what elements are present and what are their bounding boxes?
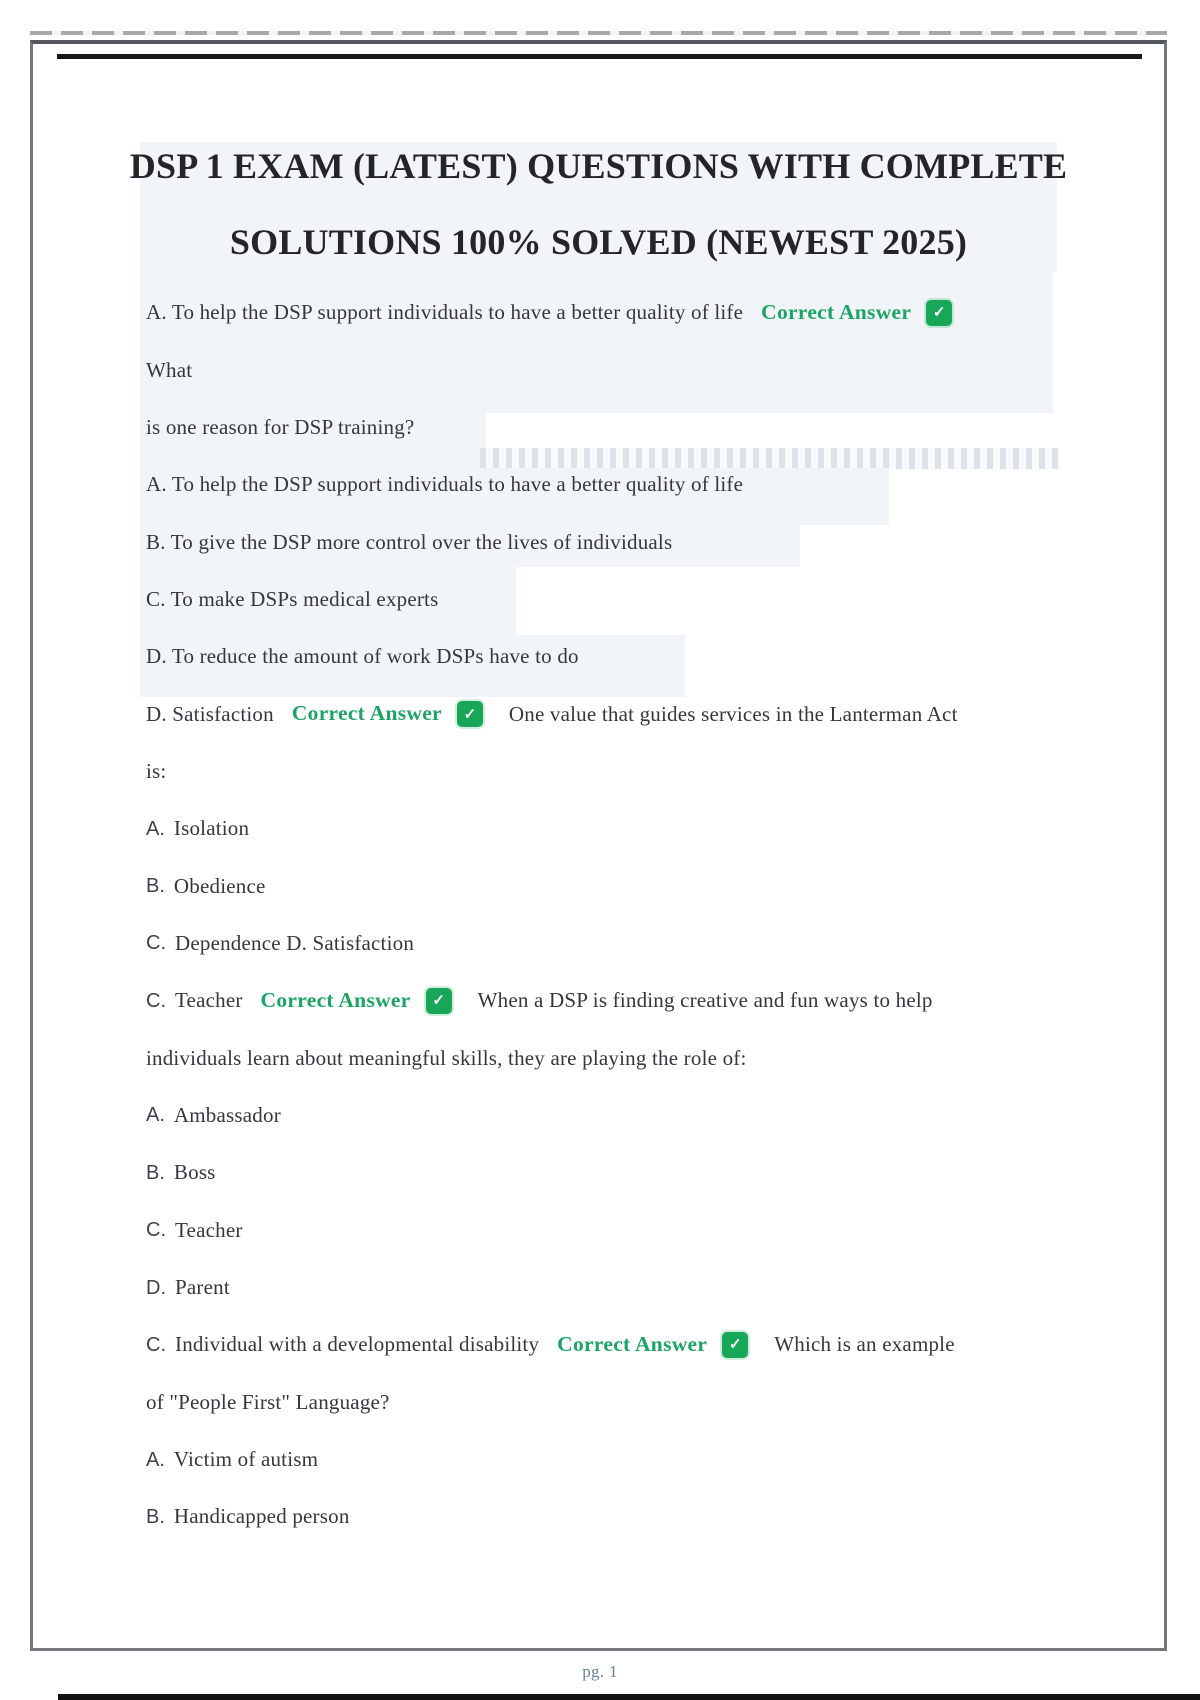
exam-line	[146, 513, 958, 570]
option-letter: B.	[146, 1161, 165, 1184]
check-glyph: ✓	[432, 992, 445, 1010]
exam-line	[146, 915, 958, 972]
line-text: Isolation	[173, 816, 250, 841]
exam-line	[146, 284, 958, 341]
line-text: is:	[146, 758, 167, 783]
line-text: Individual with a developmental disability	[175, 1332, 540, 1357]
line-text: Dependence D. Satisfaction	[175, 930, 415, 955]
correct-answer-label: Correct Answer	[260, 988, 411, 1013]
line-text: C. To make DSPs medical experts	[146, 586, 439, 611]
line-text: Handicapped person	[173, 1504, 350, 1529]
option-letter: C.	[146, 1333, 166, 1356]
option-letter: A.	[146, 1104, 165, 1127]
document-title-line-1: DSP 1 EXAM (LATEST) QUESTIONS WITH COMPLETE	[129, 146, 1068, 186]
line-text: Teacher	[175, 988, 243, 1013]
exam-line	[146, 1202, 958, 1259]
correct-answer-label: Correct Answer	[291, 701, 442, 726]
line-text: individuals learn about meaningful skills, they are playing the role of:	[146, 1045, 747, 1070]
option-letter: C.	[146, 932, 166, 955]
exam-line	[146, 972, 958, 1029]
correct-answer-label: Correct Answer	[761, 299, 912, 324]
exam-line	[146, 628, 958, 685]
checkmark-icon	[426, 988, 452, 1014]
exam-line	[146, 685, 958, 742]
line-text: Which is an example	[774, 1332, 955, 1357]
check-glyph: ✓	[463, 705, 477, 723]
exam-line	[146, 456, 958, 513]
line-text: D. To reduce the amount of work DSPs have to do	[146, 644, 579, 669]
exam-line	[146, 1029, 958, 1086]
exam-line	[146, 341, 958, 398]
exam-line	[146, 1144, 958, 1201]
checkmark-icon	[722, 1332, 748, 1358]
page-number: pg. 1	[582, 1662, 618, 1681]
line-text: Teacher	[175, 1217, 243, 1242]
exam-line	[146, 1431, 958, 1488]
line-text: One value that guides services in the Lanterman Act	[508, 701, 958, 726]
option-letter: A.	[146, 1448, 165, 1471]
check-glyph: ✓	[728, 1336, 742, 1354]
exam-line	[146, 1087, 958, 1144]
line-text: Boss	[173, 1160, 216, 1185]
line-text: D. Satisfaction	[146, 701, 274, 726]
line-text: A. To help the DSP support individuals to have a better quality of life	[146, 472, 744, 497]
exam-line	[146, 743, 958, 800]
option-letter: C.	[146, 989, 166, 1012]
correct-answer-label: Correct Answer	[557, 1332, 708, 1357]
check-glyph: ✓	[932, 304, 946, 322]
line-text: is one reason for DSP training?	[146, 414, 415, 439]
option-letter: B.	[146, 875, 165, 898]
line-text: When a DSP is finding creative and fun ways to help	[477, 988, 933, 1013]
title-block	[129, 142, 1068, 272]
line-text: Victim of autism	[173, 1447, 319, 1472]
header-rule	[57, 54, 1142, 59]
exam-line	[146, 800, 958, 857]
exam-line	[146, 1259, 958, 1316]
line-text: Parent	[175, 1275, 230, 1300]
scan-artifact-line	[30, 31, 1167, 35]
bottom-rule	[58, 1694, 1200, 1700]
exam-line	[146, 399, 958, 456]
checkmark-icon	[457, 701, 483, 727]
exam-content	[146, 284, 958, 1546]
exam-line	[146, 571, 958, 628]
line-text: Obedience	[173, 873, 266, 898]
line-text: Ambassador	[173, 1102, 281, 1127]
option-letter: B.	[146, 1505, 165, 1528]
exam-line	[146, 1316, 958, 1373]
line-text: of "People First" Language?	[146, 1389, 390, 1414]
exam-line	[146, 1374, 958, 1431]
line-text: B. To give the DSP more control over the lives of individuals	[146, 529, 673, 554]
option-letter: C.	[146, 1219, 166, 1242]
line-text: A. To help the DSP support individuals to have a better quality of life	[146, 300, 744, 325]
exam-line	[146, 1488, 958, 1545]
checkmark-icon	[926, 300, 952, 326]
exam-line	[146, 857, 958, 914]
line-text: What	[146, 357, 193, 382]
document-title-line-2: SOLUTIONS 100% SOLVED (NEWEST 2025)	[229, 222, 968, 262]
option-letter: A.	[146, 817, 165, 840]
option-letter: D.	[146, 1276, 166, 1299]
